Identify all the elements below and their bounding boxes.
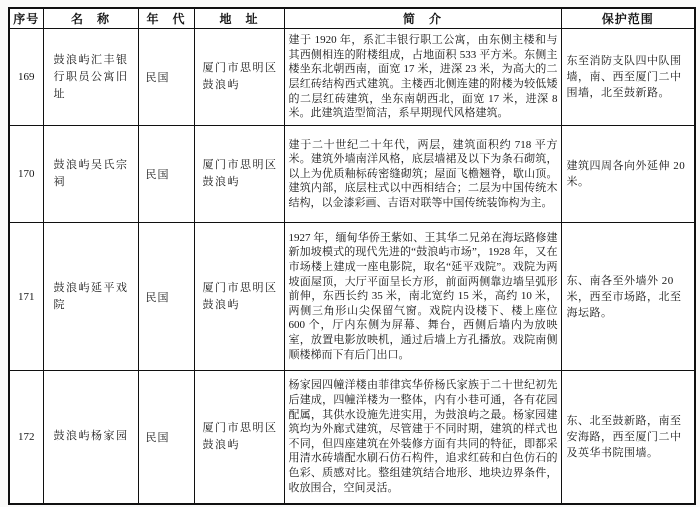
era-cell: 民国 [138, 223, 194, 371]
heritage-sites-table [8, 7, 696, 505]
table-row-170 [9, 126, 695, 223]
address-cell: 厦门市思明区鼓浪屿 [194, 29, 284, 126]
table-row-169 [9, 29, 695, 126]
intro-cell: 杨家园四幢洋楼由菲律宾华侨杨氏家族于二十世纪初先后建成，四幢洋楼为一整体，内有小巷可通，各有花园配属，其供水设施先进实用，为鼓浪屿之最。杨家园建筑均为外廊式建筑，尽管建于不同时期，建筑的样式也不同，但四座建筑在外装修方面有共同的特征，即都采用清水砖墙配水刷石仿石构件，追求红砖和白色仿石的色彩、质感对比。整组建筑结合地形、地块边界条件，收放围合，空间灵活。 [284, 371, 561, 504]
header-seq: 序号 [9, 8, 43, 29]
name-cell: 鼓浪屿吴氏宗祠 [43, 126, 138, 223]
header-era: 年 代 [138, 8, 194, 29]
address-cell: 厦门市思明区鼓浪屿 [194, 126, 284, 223]
address-cell: 厦门市思明区鼓浪屿 [194, 371, 284, 504]
header-protection: 保护范围 [561, 8, 695, 29]
name-cell: 鼓浪屿汇丰银行职员公寓旧址 [43, 29, 138, 126]
era-cell: 民国 [138, 371, 194, 504]
intro-cell: 建于二十世纪二十年代，两层，建筑面积约 718 平方米。建筑外墙南洋风格，底层墙裙及以下为条石砌筑，以上为优质釉标砖密缝砌筑；屋面飞檐翘脊，歇山顶。建筑内部，底层柱式以中西相结合；二层为中国传统木结构，以金漆彩画、吉语对联等中国传统装饰构为主。 [284, 126, 561, 223]
seq-cell: 172 [9, 371, 43, 504]
header-address: 地 址 [194, 8, 284, 29]
protection-cell: 东、北至鼓新路，南至安海路，西至厦门二中及英华书院围墙。 [561, 371, 695, 504]
header-name: 名 称 [43, 8, 138, 29]
intro-cell: 建于 1920 年，系汇丰银行职工公寓，由东侧主楼和与其西侧相连的附楼组成，占地面积 533 平方米。东侧主楼坐东北朝西南，面宽 17 米，进深 23 米，为高大的二层红砖结构西式建筑。主楼西北侧连建的附楼为较低矮的二层红砖建筑，坐东南朝西北，面宽 17 米，进深 8 米。此建筑造型简洁，系早期现代风格建筑。 [284, 29, 561, 126]
seq-cell: 170 [9, 126, 43, 223]
table-row-172 [9, 371, 695, 504]
protection-cell: 建筑四周各向外延伸 20 米。 [561, 126, 695, 223]
seq-cell: 171 [9, 223, 43, 371]
era-cell: 民国 [138, 126, 194, 223]
address-cell: 厦门市思明区鼓浪屿 [194, 223, 284, 371]
header-intro: 简 介 [284, 8, 561, 29]
name-cell: 鼓浪屿延平戏院 [43, 223, 138, 371]
intro-cell: 1927 年，缅甸华侨王紫如、王其华二兄弟在海坛路修建新加坡模式的现代先进的“鼓浪屿市场”，1928 年，又在市场楼上建成一座电影院，取名“延平戏院”。戏院为两坡面屋顶，大厅平面呈长方形，前面两侧靠边墙呈弧形前伸，东西长约 35 米，南北宽约 15 米，高约 10 米，两侧三角形山尖保留气窗。戏院内设楼下、楼上座位 600 个，厅内东侧为屏幕、舞台，西侧后墙内为放映室，放置电影放映机，通过后墙上方孔播放。戏院南侧顺楼梯而下有后门出口。 [284, 223, 561, 371]
protection-cell: 东、南各至外墙外 20 米，西至市场路，北至海坛路。 [561, 223, 695, 371]
header-row [9, 8, 695, 29]
protection-cell: 东至消防支队四中队围墙，南、西至厦门二中围墙，北至鼓新路。 [561, 29, 695, 126]
seq-cell: 169 [9, 29, 43, 126]
name-cell: 鼓浪屿杨家园 [43, 371, 138, 504]
era-cell: 民国 [138, 29, 194, 126]
table-row-171 [9, 223, 695, 371]
